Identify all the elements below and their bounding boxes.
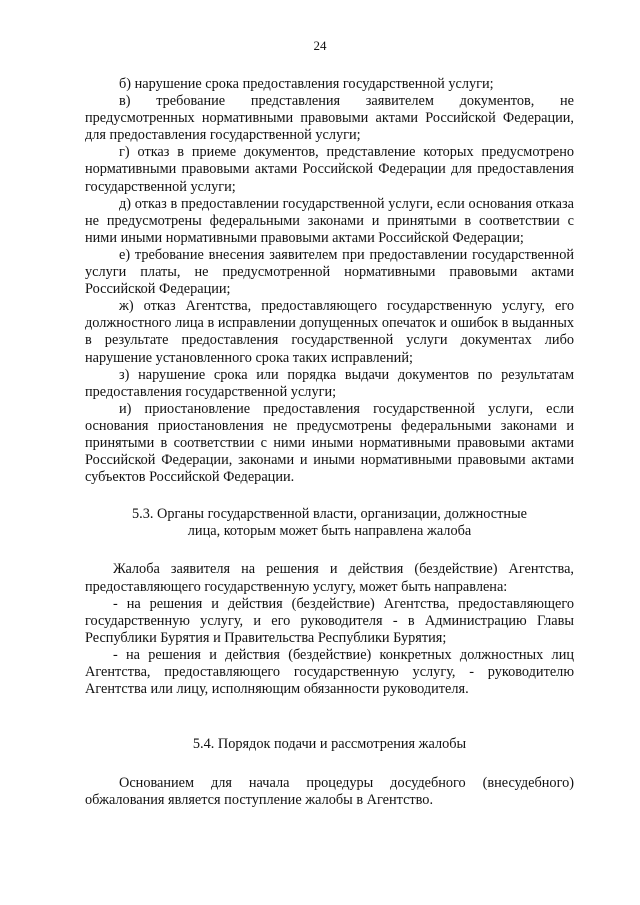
list-item: д) отказ в предоставлении государственной услуги, если основания отказа не предусмотрены федеральными законами и принятыми в соответствии с ними иными нормативными правовыми актами Российской Федерации;: [85, 195, 574, 246]
section-heading-line: лица, которым может быть направлена жалоба: [187, 523, 472, 540]
list-item: е) требование внесения заявителем при предоставлении государственной услуги платы, не предусмотренной нормативными правовыми актами Российской Федерации;: [85, 246, 574, 298]
paragraph: Жалоба заявителя на решения и действия (бездействие) Агентства, предоставляющего государственную услугу, может быть направлена:: [85, 561, 574, 595]
section-heading-5-4: 5.4. Порядок подачи и рассмотрения жалобы: [192, 736, 467, 753]
section-heading-line: 5.3. Органы государственной власти, организации, должностные: [132, 506, 527, 523]
list-item: в) требование представления заявителем документов, не предусмотренных нормативными правовыми актами Российской Федерации, для предоставления государственной услуги;: [85, 93, 574, 144]
list-item: и) приостановление предоставления государственной услуги, если основания приостановления не предусмотрены федеральными законами и принятыми в соответствии с ними иными нормативными правовыми актами Российской Федерации, законами и иными нормативными правовыми актами субъектов Российской Федерации.: [85, 400, 574, 486]
list-item: - на решения и действия (бездействие) Агентства, предоставляющего государственную услугу, и его руководителя - в Администрацию Главы Республики Бурятия и Правительства Республики Бурятия;: [85, 595, 574, 646]
page-number: 24: [313, 38, 327, 53]
list-item: ж) отказ Агентства, предоставляющего государственную услугу, его должностного лица в исправлении допущенных опечаток и ошибок в выданных в результате предоставления государственной услуги документах либо нарушение установленного срока таких исправлений;: [85, 298, 574, 366]
list-item: з) нарушение срока или порядка выдачи документов по результатам предоставления государственной услуги;: [85, 366, 574, 400]
document-body: [85, 76, 574, 809]
section-heading-5-3: [85, 506, 574, 540]
list-item: - на решения и действия (бездействие) конкретных должностных лиц Агентства, предоставляющего государственную услугу, - руководителю Агентства или лицу, исполняющим обязанности руководителя.: [85, 646, 574, 698]
paragraph: Основанием для начала процедуры досудебного (внесудебного) обжалования является поступление жалобы в Агентство.: [85, 775, 574, 809]
list-item: г) отказ в приеме документов, представление которых предусмотрено нормативными правовыми актами Российской Федерации для предоставления государственной услуги;: [85, 144, 574, 195]
list-item: б) нарушение срока предоставления государственной услуги;: [119, 76, 494, 92]
